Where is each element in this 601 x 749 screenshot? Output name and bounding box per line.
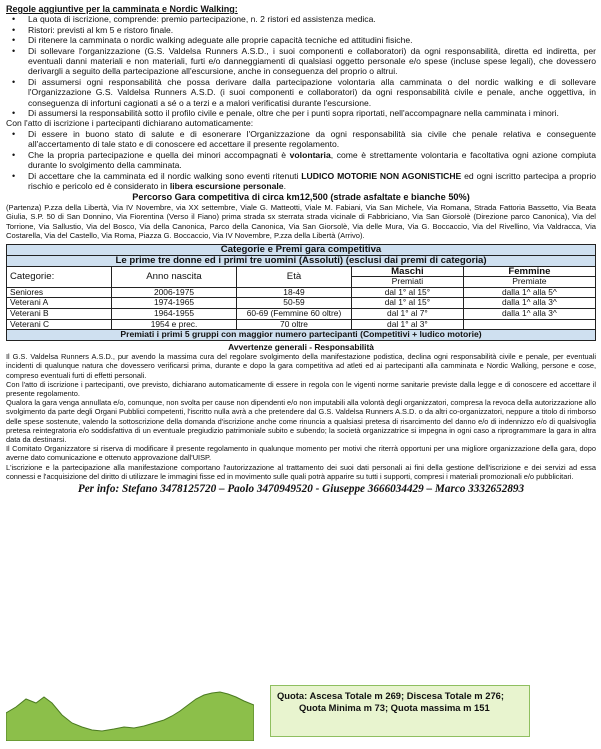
table-row: Veterani A 1974-1965 50-59 dal 1° al 15° dalla 1^ alla 3^ [7, 298, 596, 309]
list-item: • Di accettare che la camminata ed il nordic walking sono eventi ritenuti LUDICO MOTORIE NON AGONISTICHE ed ogni iscritto partecipa a proprio rischio e pericolo ed è considerato in libera escursione personale. [12, 170, 597, 191]
elevation-summary: Quota: Ascesa Totale m 269; Discesa Totale m 276; Quota Minima m 73; Quota massima m 151 [270, 685, 530, 737]
table-row: Seniores 2006-1975 18-49 dal 1° al 15° dalla 1^ alla 5^ [7, 287, 596, 298]
warnings-body [6, 352, 596, 481]
col-female-header: Femmine [463, 266, 595, 277]
bullet-icon: • [12, 14, 16, 25]
warning-paragraph: L'iscrizione e la partecipazione alla manifestazione comportano l'autorizzazione al trattamento dei suoi dati personali ai fini della gestione dell'iscrizione e dei servizi ad essa connessi e l'acquisizione del diritto di utilizzare le immagini fisse ed in movimento sulle quali potrà apparire su tutti i supporti, compresi i materiali promozionali e/o pubblicitari. [6, 462, 596, 481]
bullet-icon: • [12, 128, 16, 139]
list-item: • Di essere in buono stato di salute e di esonerare l'Organizzazione da ogni responsabilità sia civile che penale relativa e conseguente all'accertamento di tale stato e di conoscere ed accettare il presente regolamento. [12, 128, 596, 150]
list-item: • Di ritenere la camminata o nordic walking adeguate alle proprie capacità tecniche ed attitudini fisiche. [12, 35, 413, 46]
bullet-icon: • [12, 76, 16, 87]
bullet-icon: • [12, 108, 16, 119]
categories-table [6, 244, 596, 340]
col-year-header: Anno nascita [112, 266, 237, 287]
table-row: Veterani B 1964-1955 60-69 (Femmine 60 oltre) dal 1° al 7° dalla 1^ alla 3^ [7, 308, 596, 319]
categories-title: Categorie e Premi gara competitiva [7, 245, 596, 256]
list-item: • Di sollevare l'organizzazione (G.S. Valdelsa Runners A.S.D., i suoi componenti e collaboratori) da ogni responsabilità, diretta ed indiretta, per eventuali danni materiali e non materiali, furti e/o danneggiamenti di qualsiasi oggetto personale e/o spese (incluse spese legali), che dovessero derivargli a seguito della partecipazione all'escursione, anche in conseguenza del proprio o altrui. [12, 45, 596, 77]
warning-paragraph: Con l'atto di iscrizione i partecipanti, ove previsto, dichiarano automaticamente di essere in regola con le vigenti norme sanitarie previste dalla legge e di conoscere ed accettare il presente regolamento. [6, 379, 596, 398]
col-category-header: Categorie: [7, 266, 112, 287]
list-item: • La quota di iscrizione, comprende: premio partecipazione, n. 2 ristori ed assistenza medica. [12, 14, 376, 25]
prize-male-header: Premiati [352, 277, 464, 288]
bullet-icon: • [12, 170, 16, 181]
list-item: • Di assumersi la responsabilità sotto il profilo civile e penale, oltre che per i punti sopra riportati, nell'accompagnare nella camminata i minori. [12, 108, 559, 119]
categories-subtitle: Le prime tre donne ed i primi tre uomini (Assoluti) (esclusi dai premi di categoria) [7, 255, 596, 266]
groups-prize-note: Premiati i primi 5 gruppi con maggior numero partecipanti (Competitivi + ludico motorie) [7, 330, 596, 341]
bullet-icon: • [12, 24, 16, 35]
warnings-title: Avvertenze generali - Responsabilità [228, 341, 374, 352]
rules-list [6, 14, 596, 118]
bullet-icon: • [12, 35, 16, 46]
list-item: • Che la propria partecipazione e quella dei minori accompagnati è volontaria, come è strettamente volontaria e facoltativa ogni azione compiuta durante lo svolgimento della camminata. [12, 149, 596, 171]
route-description: (Partenza) P.zza della Libertà, Via IV Novembre, via XX settembre, Viale G. Matteotti, Viale M. Fabiani, Via San Michele, Via Romana, Strada Fattoria Bassetto, Via Beata Giulia, S.P. 50 di San Donnino, Via Fiorentina (Verso il Fiano) prima strada sx sterrata strada vicinale di Fabbriciano, Via San Giorsolè (Direzione parco Canonica), Via del Torrione, Via Sallustio, Via del Bosco, Via della Canonica, Parco della Canonica, Via San Giorsolè, Via delle Mura, Via G. Boccaccio, Via del Rivellino, Via Valdracca, Via Costarella, Via del Castello, Via Roma, Piazza G. Boccaccio, Via IV Novembre, P.zza della Libertà (Arrivo). [6, 202, 596, 240]
entry-statement: Con l'atto di iscrizione i partecipanti dichiarano automaticamente: [6, 118, 254, 129]
list-item: • Di assumersi ogni responsabilità che possa derivare dalla partecipazione volontaria alla camminata o del nordic walking e di sollevare l'Organizzazione G.S. Valdelsa Runners A.S.D. (i suoi componenti e collaboratori) da ogni responsabilità civile e penale, anche oggettiva, in conseguenza di infortuni cagionati a sé o a terzi e a malori verificatisi durante l'escursione. [12, 76, 596, 108]
declarations-list [6, 129, 596, 191]
list-item: • Ristori: previsti al km 5 e ristoro finale. [12, 24, 174, 35]
regulation-page [6, 4, 596, 494]
route-title: Percorso Gara competitiva di circa km12,500 (strade asfaltate e bianche 50%) [132, 192, 470, 203]
warning-paragraph: Qualora la gara venga annullata e/o, comunque, non svolta per cause non dipendenti e/o non imputabili alla volontà degli organizzatori, compresa la revoca della autorizzazione allo svolgimento da parte degli Organi Pubblici competenti, l'iscritto nulla avrà a che pretendere dal G.S. Valdelsa Runners A.S.D. o da altri co-organizzatori, neppure a titolo di rimborso delle spese sostenute, valendo la sottoscrizione della domanda d'iscrizione anche come rinuncia a qualsiasi pretesa di risarcimento del danno e/o di indennizzo e/o di qualsivoglia pretesa reintegratoria e/o soddisfattiva di un eventuale pregiudizio patrimoniale subito e subendo; la società organizzatrice si impegna in ogni caso a riprogrammare la gara in altra data da destinarsi. [6, 398, 596, 444]
elevation-section [6, 683, 596, 741]
warning-paragraph: Il G.S. Valdelsa Runners A.S.D., pur avendo la massima cura del regolare svolgimento della manifestazione podistica, declina ogni responsabilità civile e penale, per eventuali incidenti di qualunque natura che dovessero verificarsi prima, durante e dopo la gara competitiva ad atleti ed ai partecipanti alla camminata e Nordic Walking, persone e cose, compreso eventuali furti di effetti personali. [6, 352, 596, 380]
col-age-header: Età [237, 266, 352, 287]
bullet-icon: • [12, 45, 16, 56]
elevation-profile-image [6, 683, 254, 741]
contacts-line: Per info: Stefano 3478125720 – Paolo 3470949520 - Giuseppe 3666034429 – Marco 3332652893 [77, 482, 525, 495]
prize-female-header: Premiate [463, 277, 595, 288]
table-row: Veterani C 1954 e prec. 70 oltre dal 1° al 3° [7, 319, 596, 330]
warning-paragraph: Il Comitato Organizzatore si riserva di modificare il presente regolamento in qualunque momento per motivi che riterrà opportuni per una migliore organizzazione della gara, dopo averne dato comunicazione e ottenuto approvazione dall'UISP. [6, 444, 596, 463]
bullet-icon: • [12, 149, 16, 160]
col-male-header: Maschi [352, 266, 464, 277]
rules-heading: Regole aggiuntive per la camminata e Nordic Walking: [6, 4, 238, 14]
